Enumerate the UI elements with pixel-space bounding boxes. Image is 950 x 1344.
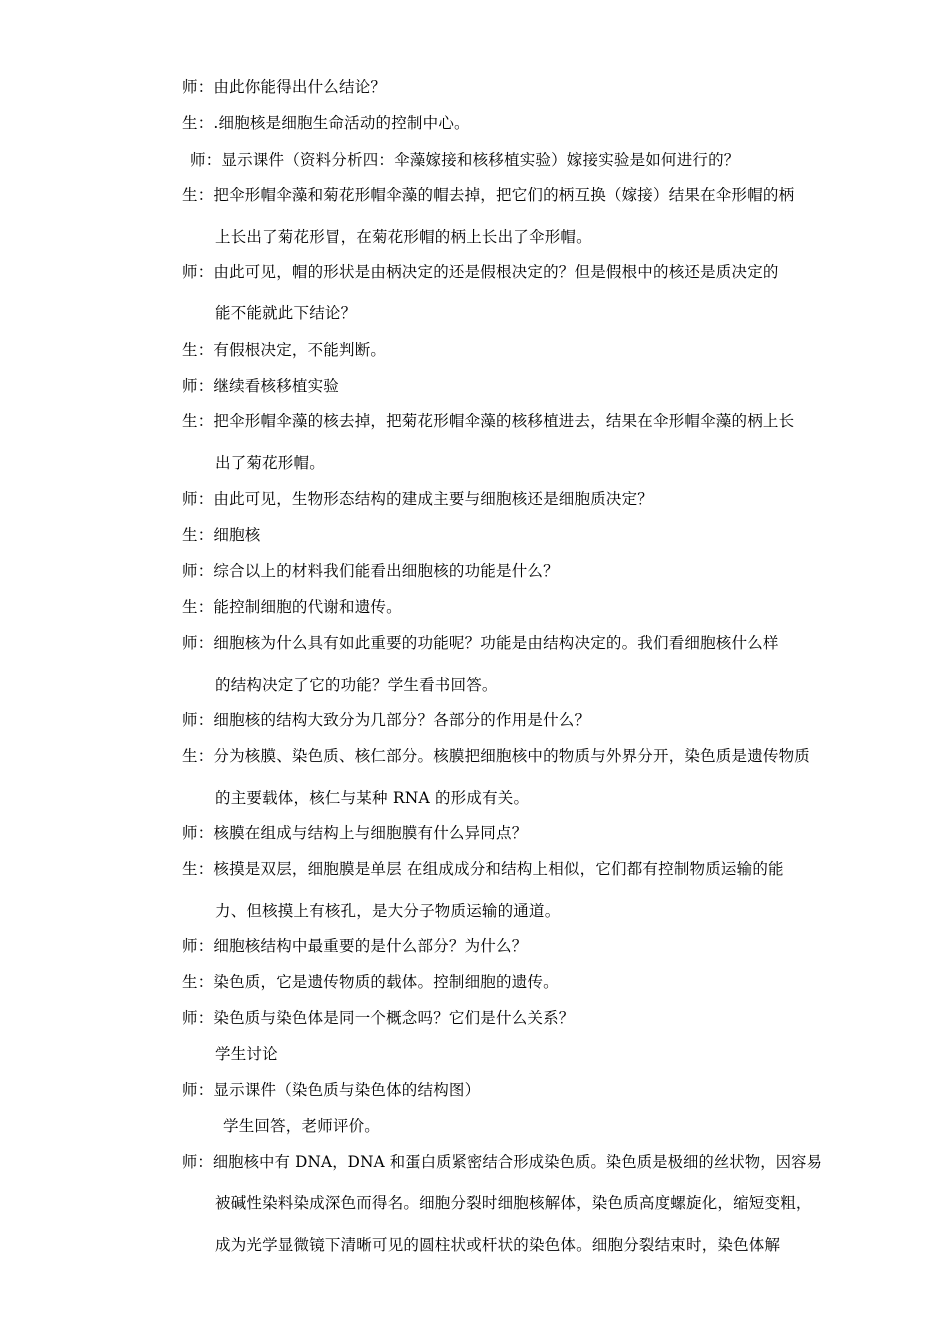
text-line: 的结构决定了它的功能？学生看书回答。 [215, 676, 498, 694]
text-line: 生：染色质，它是遗传物质的载体。控制细胞的遗传。 [182, 973, 559, 991]
text-line: 师：由此可见，生物形态结构的建成主要与细胞核还是细胞质决定？ [182, 490, 654, 508]
text-line: 师：综合以上的材料我们能看出细胞核的功能是什么？ [182, 562, 559, 580]
text-line: 上长出了菊花形冒，在菊花形帽的柄上长出了伞形帽。 [215, 228, 592, 246]
text-line: 生：把伞形帽伞藻和菊花形帽伞藻的帽去掉，把它们的柄互换（嫁接）结果在伞形帽的柄 [182, 186, 795, 204]
text-line: 师：细胞核中有 DNA，DNA 和蛋白质紧密结合形成染色质。染色质是极细的丝状物，因容易 [182, 1153, 823, 1171]
text-line: 生：核摸是双层，细胞膜是单层 在组成成分和结构上相似，它们都有控制物质运输的能 [182, 860, 784, 878]
text-line: 生：有假根决定，不能判断。 [182, 341, 387, 359]
text-line: 生：把伞形帽伞藻的核去掉，把菊花形帽伞藻的核移植进去，结果在伞形帽伞藻的柄上长 [182, 412, 795, 430]
text-line: 生：能控制细胞的代谢和遗传。 [182, 598, 402, 616]
text-line: 学生讨论 [215, 1045, 278, 1063]
text-line: 成为光学显微镜下清晰可见的圆柱状或杆状的染色体。细胞分裂结束时，染色体解 [215, 1236, 781, 1254]
text-line: 师：细胞核结构中最重要的是什么部分？为什么？ [182, 937, 528, 955]
text-line: 力、但核摸上有核孔，是大分子物质运输的通道。 [215, 902, 561, 920]
text-line: 出了菊花形帽。 [215, 454, 325, 472]
text-line: 的主要载体，核仁与某种 RNA 的形成有关。 [215, 789, 530, 807]
text-line: 能不能就此下结论？ [215, 304, 357, 322]
text-line: 师：由此可见，帽的形状是由柄决定的还是假根决定的？但是假根中的核还是质决定的 [182, 263, 779, 281]
text-line: 学生回答，老师评价。 [223, 1117, 381, 1135]
text-line: 师：细胞核为什么具有如此重要的功能呢？功能是由结构决定的。我们看细胞核什么样 [182, 634, 779, 652]
text-line: 师：核膜在组成与结构上与细胞膜有什么异同点？ [182, 824, 528, 842]
text-line: 师：细胞核的结构大致分为几部分？各部分的作用是什么？ [182, 711, 591, 729]
text-line: 师：显示课件（染色质与染色体的结构图） [182, 1081, 481, 1099]
text-line: 生：细胞核 [182, 526, 261, 544]
text-line: 师：由此你能得出什么结论？ [182, 78, 387, 96]
text-line: 生：分为核膜、染色质、核仁部分。核膜把细胞核中的物质与外界分开，染色质是遗传物质 [182, 747, 811, 765]
text-line: 生：.细胞核是细胞生命活动的控制中心。 [182, 114, 470, 132]
text-line: 师：染色质与染色体是同一个概念吗？它们是什么关系？ [182, 1009, 575, 1027]
text-line: 师：继续看核移植实验 [182, 377, 340, 395]
text-line: 师：显示课件（资料分析四：伞藻嫁接和核移植实验）嫁接实验是如何进行的？ [190, 151, 740, 169]
text-line: 被碱性染料染成深色而得名。细胞分裂时细胞核解体，染色质高度螺旋化，缩短变粗， [215, 1194, 812, 1212]
